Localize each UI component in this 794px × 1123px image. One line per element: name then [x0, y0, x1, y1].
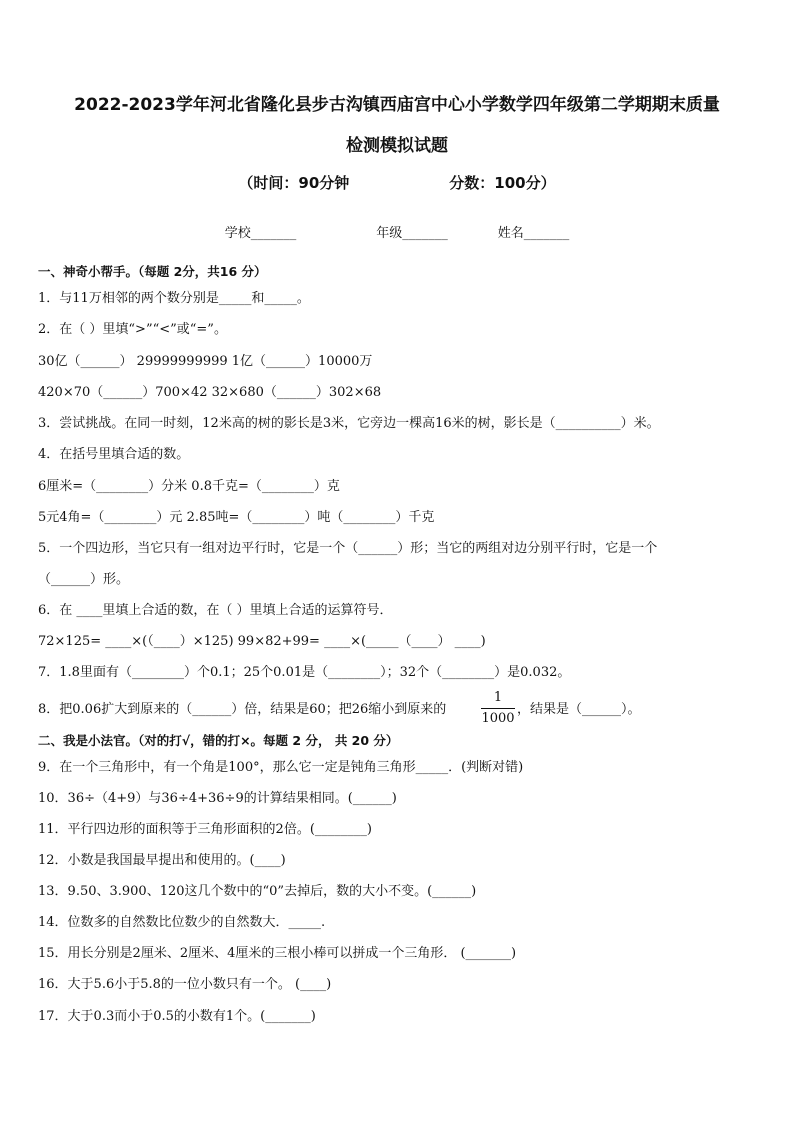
question-16: 16．大于5.6小于5.8的一位小数只有一个。 (____) — [38, 977, 332, 992]
exam-time: （时间：90分钟 — [238, 174, 350, 192]
section-1-heading: 一、神奇小帮手。（每题 2分，共16 分） — [38, 264, 267, 279]
question-4-line-a: 6厘米=（________）分米 0.8千克=（________）克 — [38, 479, 340, 494]
student-info — [0, 222, 794, 241]
school-field: 学校_______ — [224, 226, 297, 241]
question-2: 2．在（ ）里填“>”“<”或“=”。 — [38, 322, 227, 337]
exam-score: 分数：100分） — [449, 174, 556, 192]
question-4: 4．在括号里填合适的数。 — [38, 447, 190, 462]
question-6: 6．在 ____里填上合适的数，在（ ）里填上合适的运算符号． — [38, 603, 393, 618]
section-2-heading: 二、我是小法官。（对的打√，错的打×。每题 2 分， 共 20 分） — [38, 733, 399, 748]
fraction-numerator: 1 — [493, 690, 503, 705]
fraction-denominator: 1000 — [481, 711, 515, 726]
question-13: 13．9.50、3.900、120这几个数中的“0”去掉后，数的大小不变。(______) — [38, 884, 477, 899]
question-1: 1．与11万相邻的两个数分别是_____和_____。 — [38, 291, 310, 306]
name-field: 姓名_______ — [497, 226, 570, 241]
title-line-1: 2022-2023学年河北省隆化县步古沟镇西庙宫中心小学数学四年级第二学期期末质量 — [74, 95, 720, 115]
question-14: 14．位数多的自然数比位数少的自然数大．_____. — [38, 915, 326, 930]
grade-field: 年级_______ — [376, 226, 448, 241]
question-6-line-a: 72×125= ____×(（____）×125) 99×82+99= ____×(_____（____） ____) — [38, 634, 486, 649]
fraction-one-thousandth — [481, 689, 515, 728]
question-7: 7．1.8里面有（________）个0.1；25个0.01是（________）；32个（________）是0.032。 — [38, 665, 571, 680]
question-9: 9．在一个三角形中，有一个角是100°，那么它一定是钝角三角形_____．(判断对错) — [38, 760, 524, 775]
question-5: 5．一个四边形，当它只有一组对边平行时，它是一个（______）形；当它的两组对边分别平行时，它是一个 — [38, 541, 658, 556]
question-12: 12．小数是我国最早提出和使用的。(____) — [38, 853, 286, 868]
question-2-line-a: 30亿（______） 29999999999 1亿（______）10000万 — [38, 354, 373, 369]
fraction-bar — [481, 708, 515, 709]
question-3: 3．尝试挑战。在同一时刻，12米高的树的影长是3米，它旁边一棵高16米的树，影长是（__________）米。 — [38, 416, 660, 431]
question-5-line-b: （______）形。 — [38, 572, 130, 587]
question-2-line-b: 420×70（______）700×42 32×680（______）302×68 — [38, 385, 382, 400]
question-11: 11．平行四边形的面积等于三角形面积的2倍。(________) — [38, 822, 372, 837]
question-17: 17．大于0.3而小于0.5的小数有1个。(_______) — [38, 1009, 316, 1024]
exam-meta — [0, 172, 794, 193]
question-15: 15．用长分别是2厘米、2厘米、4厘米的三根小棒可以拼成一个三角形． (_______) — [38, 946, 517, 961]
question-8-part-a: 8．把0.06扩大到原来的（______）倍，结果是60；把26缩小到原来的 — [38, 702, 447, 717]
question-4-line-b: 5元4角=（________）元 2.85吨=（________）吨（________）千克 — [38, 510, 435, 525]
question-8-part-b: ，结果是（______）。 — [517, 702, 641, 717]
title-line-2: 检测模拟试题 — [346, 136, 448, 156]
question-10: 10．36÷（4+9）与36÷4+36÷9的计算结果相同。(______) — [38, 791, 397, 806]
